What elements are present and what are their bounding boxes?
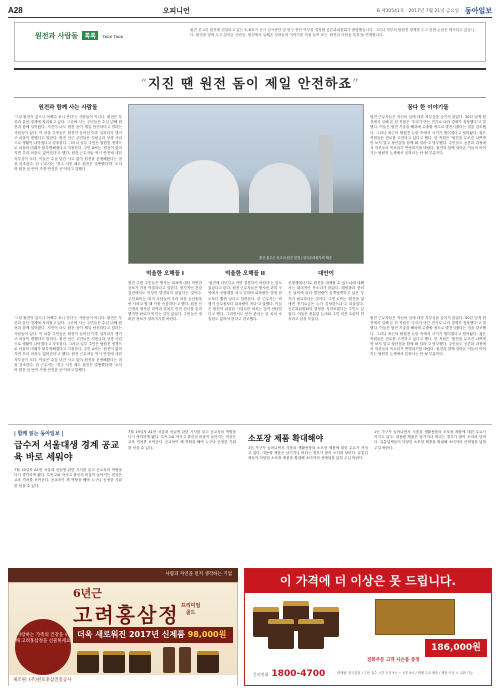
column-right-continued-body: 원전 근무자들은 자신의 일에 대한 자부심을 숨기지 않았다. 30년 넘게 원전에서 일해 온 한 직원은 '우리가 만든 전기로 나라 경제가 성장했다'고 말했다. 이들은 원전 기술을 해외에 수출할 정도로 발전시켰다는 점을 강조했다. 그러나 최근의 탈원전 논란 속에서 사기가 떨어졌다고 털어놨다. 젊은 직원들은 진로를 고민하고 있다고 했다. 한 직원은 '원전을 무조건 나쁘게만 보지 말고 장단점을 함께 봐 달라'고 당부했다. 주민들도 공론화 과정에서 자신들의 목소리가 반영되기를 바랐다. 원전과 함께 살아온 이들의 이야기는 탈원전 논쟁에서 잊혀서는 안 될 부분이다.	[370, 316, 486, 357]
ginseng-jar-2	[103, 651, 125, 673]
ad-red-ginseng[interactable]	[8, 582, 238, 686]
ad-promo-price: 98,000원	[187, 630, 227, 639]
close-quote: ”	[351, 77, 360, 92]
reader-section-tag: | 함께 읽는 동아일보 |	[14, 431, 64, 437]
plant-tower	[319, 135, 333, 220]
set-jar-5	[298, 619, 324, 649]
ginseng-bottle-2	[179, 647, 191, 673]
reader-story-a-body-2	[128, 430, 236, 560]
column-mid-subtitle: 억울한 오해들 II	[225, 271, 265, 277]
series-description: 원전 신고리 원전에 건설되고 있는 5, 6호기 공사 일시중단 및 영구 중단 여부를 결정할 공론화위원회가 출범했습니다. 그러나 정부의 탈원전 정책을 두고 찬반 논란은 계속되고 있습니다. 원전을 옆에 두고 살아온 사람들, 원전에서 일해온 사람들의 이야기를 직접 들어 보는 '원전과 사람들 톡톡'을 연재합니다.	[190, 28, 475, 37]
reader-story-a-text-2: 7월 19일자 A1면 서울대 신입생 관련 기사를 읽고 공교육의 역할을 다시 생각하게 됐다. 특목고와 자사고 출신의 비율이 높아지는 현상은 교육 격차를 보여준다. 공교육이 제 역할을 해야 누구나 공정한 기회를 얻을 수 있다.	[128, 430, 236, 450]
column-right-continued	[370, 316, 486, 416]
reader-story-a-text: 7월 19일자 A1면 서울대 신입생 관련 기사를 읽고 공교육의 역할을 다시 생각하게 됐다. 특목고와 자사고 출신의 비율이 높아지는 현상은 교육 격차를 보여준다. 공교육이 제 역할을 해야 누구나 공정한 기회를 얻을 수 있다.	[14, 468, 122, 488]
ad-promo-text: 더욱 새로워진 2017년 신제품	[77, 630, 185, 639]
column-left-continued	[14, 316, 122, 416]
column-mid-body: '원전에 다닌다고 하면 결혼하기 어렵다'는 말도 있었다고 한다. 원전 근무자들은 방사선 관리 구역에서 선량계를 차고 일하며 피폭량은 법정 한도보다 훨씬 낮다고 설명한다. 한 근무자는 '비행기 승무원보다 피폭량이 적다'고 말했다. 이들은 원전이 위험한 시설로만 비치는 것이 안타깝다고 했다. 그러면서도 안전 관리는 한 치의 소홀함도 없어야 한다고 강조했다.	[208, 281, 282, 322]
photo-caption: 울산 울주군 신고리 원전 전경 / 한국수력원자력 제공	[259, 256, 332, 260]
column-right-subtitle: 꿈다 한 이야기들	[407, 105, 449, 111]
column-mid-left	[128, 270, 202, 420]
column-mid-left-subtitle: 억울한 오해들 I	[146, 271, 184, 277]
newspaper-name: 동아일보	[464, 6, 492, 15]
series-logo-text: 원전과 사람들	[35, 32, 79, 40]
series-logo	[35, 31, 123, 41]
ad-circle-message: 사랑하는 가족의 건강을 위해 고려홍삼정을 선물하세요	[15, 619, 71, 675]
ad-brand-name: 고려홍삼정	[73, 603, 180, 627]
ad-premium-badge	[181, 603, 200, 617]
page-header	[8, 4, 492, 18]
ginseng-bottle-1	[163, 647, 175, 673]
column-left-body: '그냥 원전이 있으니 어쩌다 보니 산다'는 사람들이 아니다. 원전은 부산과 울산 경계에 자리잡고 있다. 그곳에 사는 주민들은 수십 년째 원전과 함께 살아왔다. 지진이 나도 원전 돔이 제일 안전하다고 말하는 사람들이 있다. 이 마을 주민들은 원전이 들어선 이후 일자리가 생기고 마을이 변했다고 말한다. 원전 인근 주민들은 지원금과 상생 사업으로 생활이 나아졌다고 강조한다. 그러나 일부 주민은 탈원전 정책으로 마을의 미래가 불투명해졌다고 걱정한다. 주민 A씨는 '원전이 없어지면 우리 마을도 없어진다'고 했다. 원전 근무자들 역시 안전에 대한 자부심이 크다. 이들은 수십 년간 사고 없이 원전을 운영해왔다는 점을 강조한다. 한 근무자는 '경주 지진 때도 원전은 멀쩡했다'며 '오히려 원전 돔 안이 가장 안전한 곳'이라고 말했다.	[14, 115, 122, 172]
section-divider	[8, 424, 492, 425]
ad-right-gift-note: 전화주문 고객 사은품 증정	[367, 658, 420, 663]
column-mid-left-body: 원전 주변 주민들은 방사능 피폭에 대한 막연한 공포가 가장 억울하다고 말한다. 정기적인 건강검진에서도 이상이 발견되지 않았다는 것이다. 주민 B씨는 '외지 사람들이 우리 마을 농산물을 안 사려고 할 때 가장 속상하다'고 했다. 원전 인근에서 생산된 미역과 멸치도 안전 검사를 통과했지만 판로가 막히는 일이 있었다. 주민들은 정확한 정보가 알려지기를 바란다.	[128, 281, 202, 322]
reader-story-b-text-2: 1인 가구가 늘어나면서 식품과 생활용품의 소포장 제품에 대한 수요가 커지고 있다. 대용량 제품은 남기거나 버리는 경우가 많아 오히려 낭비다. 유통업체들이 다양한 소포장 제품을 확대해 소비자의 선택권을 넓혀 주길 바란다.	[374, 430, 486, 450]
series-badge: 톡톡	[84, 33, 97, 40]
page-number: A28	[8, 6, 23, 15]
column-mid-right-body: 신재생에너지로 원전을 대체할 수 있느냐에 대해서는 회의적인 목소리가 많았다. 태양광과 풍력은 날씨에 따라 발전량이 들쭉날쭉하고 넓은 부지가 필요하다는 것이다. 주민 C씨는 '원전을 없애면 전기요금은 누가 감당하느냐'고 되물었다. 공론화위원회의 결정을 지켜보겠다는 주민도 있었다. 이들은 충분한 논의와 주민 의견 수렴이 먼저라고 입을 모았다.	[288, 281, 364, 322]
ad-right-jars	[253, 601, 363, 649]
set-jar-4	[268, 619, 294, 649]
ad-right-banner: 이 가격에 더 이상은 못 드립니다.	[245, 569, 491, 593]
phone-label: 문의전화	[253, 672, 269, 677]
reader-story-b-headline: 소포장 제품 확대해야	[248, 433, 324, 443]
reactor-dome-1	[169, 160, 239, 220]
ad-product-jars	[77, 647, 227, 673]
ginseng-jar-4	[197, 651, 219, 673]
column-mid-right	[288, 270, 364, 420]
nuclear-plant-photo	[128, 104, 364, 264]
ad-right-price: 186,000원	[425, 639, 487, 657]
ad-left-topbar: 사람과 자연을 먼저 생각하는 기업	[8, 568, 238, 582]
column-left	[14, 104, 122, 312]
ad-brand-small: 6년근	[73, 587, 102, 600]
reader-story-a-body	[14, 468, 122, 560]
column-right-body: 원전 근무자들은 자신의 일에 대한 자부심을 숨기지 않았다. 30년 넘게 원전에서 일해 온 한 직원은 '우리가 만든 전기로 나라 경제가 성장했다'고 말했다. 이들은 원전 기술을 해외에 수출할 정도로 발전시켰다는 점을 강조했다. 그러나 최근의 탈원전 논란 속에서 사기가 떨어졌다고 털어놨다. 젊은 직원들은 진로를 고민하고 있다고 했다. 한 직원은 '원전을 무조건 나쁘게만 보지 말고 장단점을 함께 봐 달라'고 당부했다. 주민들도 공론화 과정에서 자신들의 목소리가 반영되기를 바랐다. 원전과 함께 살아온 이들의 이야기는 탈원전 논쟁에서 잊혀서는 안 될 부분이다.	[370, 115, 486, 156]
dateline: B 제30541호 · 2017년 7월 21일 금요일	[376, 8, 459, 14]
reader-story-b-body-2	[374, 430, 486, 560]
column-left-continued-body: '그냥 원전이 있으니 어쩌다 보니 산다'는 사람들이 아니다. 원전은 부산과 울산 경계에 자리잡고 있다. 그곳에 사는 주민들은 수십 년째 원전과 함께 살아왔다. 지진이 나도 원전 돔이 제일 안전하다고 말하는 사람들이 있다. 이 마을 주민들은 원전이 들어선 이후 일자리가 생기고 마을이 변했다고 말한다. 원전 인근 주민들은 지원금과 상생 사업으로 생활이 나아졌다고 강조한다. 그러나 일부 주민은 탈원전 정책으로 마을의 미래가 불투명해졌다고 걱정한다. 주민 A씨는 '원전이 없어지면 우리 마을도 없어진다'고 했다. 원전 근무자들 역시 안전에 대한 자부심이 크다. 이들은 수십 년간 사고 없이 원전을 운영해왔다는 점을 강조한다. 한 근무자는 '경주 지진 때도 원전은 멀쩡했다'며 '오히려 원전 돔 안이 가장 안전한 곳'이라고 말했다.	[14, 316, 122, 373]
reader-story-b-text: 1인 가구가 늘어나면서 식품과 생활용품의 소포장 제품에 대한 수요가 커지고 있다. 대용량 제품은 남기거나 버리는 경우가 많아 오히려 낭비다. 유통업체들이 다양한 소포장 제품을 확대해 소비자의 선택권을 넓혀 주길 바란다.	[248, 446, 368, 461]
column-mid-right-subtitle: 대안이	[318, 271, 334, 277]
ginseng-jar-3	[129, 651, 151, 673]
ad-right-phone[interactable]	[253, 669, 325, 679]
series-intro-box	[14, 22, 486, 62]
main-headline	[14, 68, 486, 98]
ad-manufacturer: 제조원: (주)천호홍삼진흥공사	[9, 675, 237, 686]
headline-text: 지진 땐 원전 돔이 제일 안전하죠	[148, 77, 352, 92]
column-right	[370, 104, 486, 312]
ad-promo-bar	[73, 627, 233, 643]
ad-badge-line2: 골드	[185, 610, 196, 616]
reactor-dome-2	[249, 163, 311, 219]
ad-badge-line1: 프리미엄	[181, 603, 201, 609]
column-left-subtitle: 원전과 함께 사는 사람들	[38, 105, 98, 111]
column-mid	[208, 270, 282, 420]
phone-number: 1800-4700	[271, 669, 326, 679]
ad-ginseng-set[interactable]	[244, 568, 492, 686]
ad-right-gift-box	[375, 599, 455, 635]
ad-right-fineprint: 판매원: 한국홍삼 / 주문 접수 시간 오전 9시 ~ 오후 6시 / 택배 무료 배송 / 제품 이상 시 교환 가능	[337, 671, 473, 675]
ginseng-jar-1	[77, 651, 99, 673]
reader-story-a-headline: 급수저 서울대생 경계 공교육 바로 세워야	[14, 441, 120, 463]
series-talk-label: TALK TALK	[102, 35, 124, 39]
open-quote: “	[140, 77, 149, 92]
reader-story-b-body	[248, 446, 368, 560]
section-name: 오피니언	[162, 6, 190, 15]
